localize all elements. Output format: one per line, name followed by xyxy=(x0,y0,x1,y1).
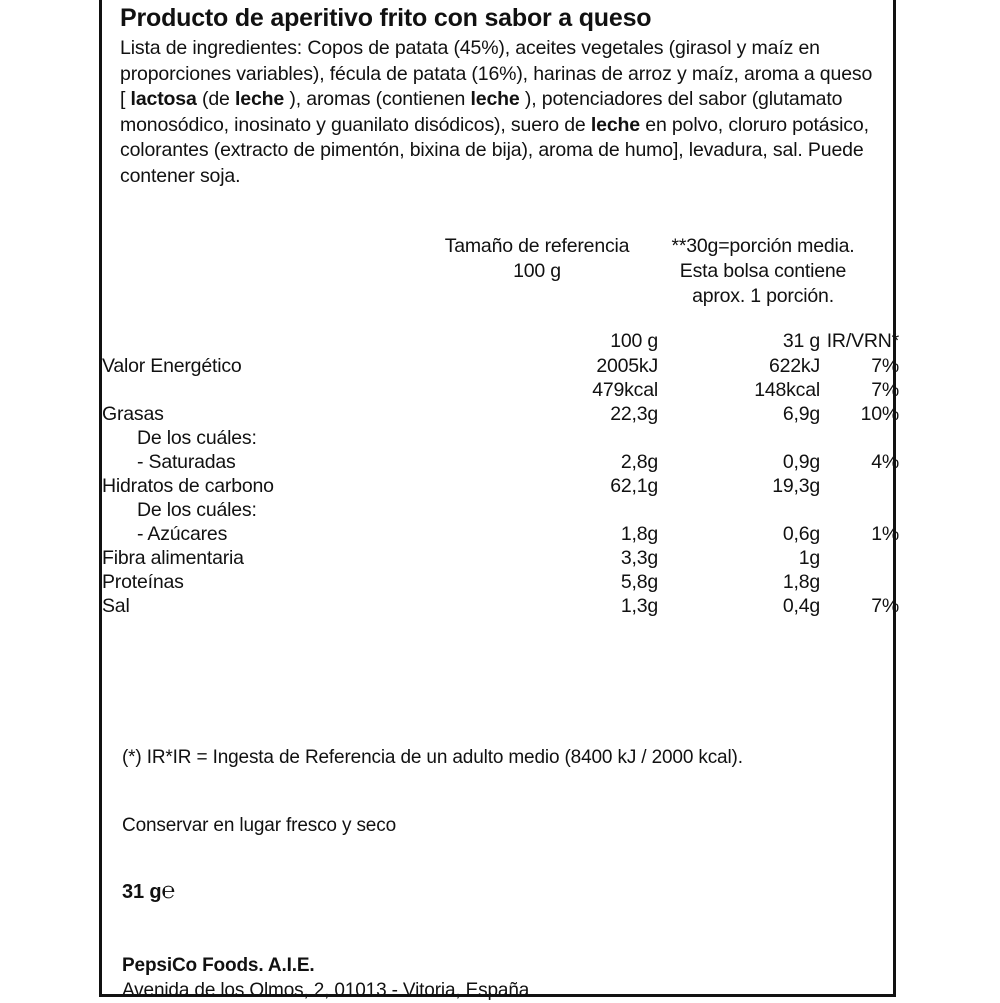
value-percent-ri: 4% xyxy=(871,451,899,473)
table-row xyxy=(102,354,899,378)
value-per-100g: 479kcal xyxy=(592,379,658,401)
value-per-portion: 1g xyxy=(798,547,820,569)
nutrient-name: Hidratos de carbono xyxy=(102,475,274,497)
ingredient-text: Lista de ingredientes: Copos de patata (45%), aceites vegetales (girasol y maíz en proporciones variables), fécula de patata (16%), harinas de arroz y maíz, aroma a queso [ xyxy=(120,37,873,111)
reference-size-header xyxy=(430,234,644,284)
nutrient-name: De los cuáles: xyxy=(137,427,257,449)
portion-note-line3: aprox. 1 porción. xyxy=(692,285,834,307)
nutrient-name xyxy=(102,378,494,402)
table-row xyxy=(102,498,899,522)
portion-note-header xyxy=(658,234,868,309)
allergen-text: leche xyxy=(470,88,520,111)
value-per-100g xyxy=(494,426,658,450)
col-header-per-portion: 31 g xyxy=(782,330,820,352)
serving-size-headers xyxy=(102,228,893,328)
value-percent-ri: 7% xyxy=(871,379,899,401)
nutrient-name: Valor Energético xyxy=(102,355,242,377)
value-per-100g: 2005kJ xyxy=(596,355,658,377)
reference-size-line1: Tamaño de referencia xyxy=(444,235,630,257)
nutrition-label-panel xyxy=(99,0,899,1001)
nutrition-table-body xyxy=(102,354,899,618)
col-header-per-100g: 100 g xyxy=(610,330,658,352)
value-percent-ri xyxy=(820,474,899,498)
value-per-portion: 622kJ xyxy=(768,355,820,377)
value-per-portion: 148kcal xyxy=(754,379,820,401)
ingredient-text: ), aromas (contienen xyxy=(284,88,471,111)
value-per-portion xyxy=(658,498,820,522)
nutrition-table xyxy=(102,328,899,618)
table-header-row xyxy=(102,328,899,354)
value-percent-ri: 7% xyxy=(871,355,899,377)
allergen-text: leche xyxy=(234,88,285,111)
value-percent-ri xyxy=(820,570,899,594)
nutrient-name: Sal xyxy=(102,595,130,617)
allergen-text: leche xyxy=(590,113,640,136)
ingredient-text: (de xyxy=(196,88,235,111)
table-row xyxy=(102,522,899,546)
table-row xyxy=(102,402,899,426)
value-per-100g: 1,3g xyxy=(620,595,658,617)
ingredients-list xyxy=(120,36,875,190)
nutrient-name: De los cuáles: xyxy=(137,499,257,521)
col-header-nutrient xyxy=(102,328,494,354)
value-percent-ri xyxy=(820,426,899,450)
table-row xyxy=(102,546,899,570)
value-per-portion xyxy=(658,426,820,450)
reference-size-line2: 100 g xyxy=(513,260,561,282)
value-percent-ri xyxy=(820,498,899,522)
company-name: PepsiCo Foods. A.I.E. xyxy=(122,955,315,976)
nutrition-table-block xyxy=(102,228,899,618)
nutrient-name: - Saturadas xyxy=(137,451,236,473)
value-per-portion: 19,3g xyxy=(772,475,820,497)
ingredient-text: ), potenciadores del sabor (glutamato monosódico, inosinato y guanilato disódicos), suero de xyxy=(120,88,843,136)
value-per-100g: 5,8g xyxy=(620,571,658,593)
value-per-100g xyxy=(494,498,658,522)
table-row xyxy=(102,570,899,594)
page-title: Producto de aperitivo frito con sabor a queso xyxy=(120,4,652,32)
value-percent-ri: 7% xyxy=(871,595,899,617)
ingredient-text: en polvo, cloruro potásico, colorantes (extracto de pimentón, bixina de bija), aroma de humo], levadura, sal. Puede contener soja. xyxy=(120,113,869,187)
value-per-100g: 22,3g xyxy=(610,403,658,425)
estimated-sign-icon: ℮ xyxy=(161,877,176,903)
value-per-100g: 62,1g xyxy=(610,475,658,497)
table-row xyxy=(102,426,899,450)
net-weight xyxy=(102,878,893,904)
company-address: Avenida de los Olmos, 2, 01013 - Vitoria, España xyxy=(122,980,530,1001)
value-percent-ri xyxy=(820,546,899,570)
value-per-100g: 1,8g xyxy=(620,523,658,545)
label-footer xyxy=(102,746,893,1003)
value-percent-ri: 10% xyxy=(860,403,899,425)
value-per-portion: 6,9g xyxy=(782,403,820,425)
portion-note-line1: **30g=porción media. xyxy=(671,235,855,257)
value-per-portion: 1,8g xyxy=(782,571,820,593)
table-row xyxy=(102,594,899,618)
storage-instructions: Conservar en lugar fresco y seco xyxy=(122,815,396,836)
allergen-text: lactosa xyxy=(130,88,197,111)
value-per-100g: 2,8g xyxy=(620,451,658,473)
col-header-percent: IR/VRN* xyxy=(826,330,899,352)
nutrient-name: Proteínas xyxy=(102,571,184,593)
table-row xyxy=(102,378,899,402)
nutrient-name: Grasas xyxy=(102,403,164,425)
nutrient-name: Fibra alimentaria xyxy=(102,547,244,569)
nutrient-name: - Azúcares xyxy=(137,523,228,545)
table-row xyxy=(102,450,899,474)
value-percent-ri: 1% xyxy=(871,523,899,545)
reference-intake-note: (*) IR*IR = Ingesta de Referencia de un adulto medio (8400 kJ / 2000 kcal). xyxy=(122,747,743,768)
value-per-portion: 0,4g xyxy=(782,595,820,617)
value-per-portion: 0,6g xyxy=(782,523,820,545)
value-per-100g: 3,3g xyxy=(620,547,658,569)
portion-note-line2: Esta bolsa contiene xyxy=(679,260,847,282)
value-per-portion: 0,9g xyxy=(782,451,820,473)
table-row xyxy=(102,474,899,498)
net-weight-value: 31 g xyxy=(122,881,162,903)
